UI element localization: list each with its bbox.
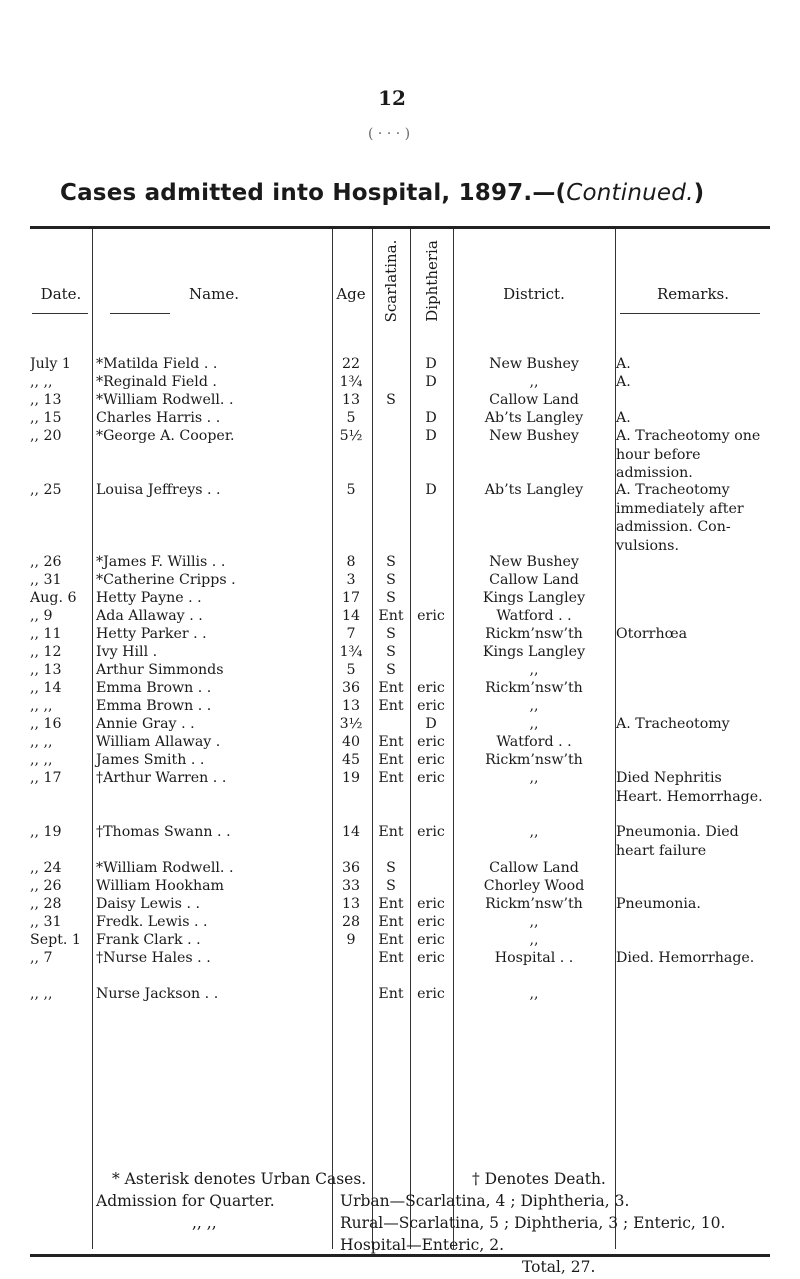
row-district: Chorley Wood <box>483 878 585 894</box>
table-row <box>30 409 770 427</box>
row-district: Watford . . <box>496 608 572 624</box>
row-date: ,, 16 <box>30 716 62 732</box>
row-district: Callow Land <box>489 392 579 408</box>
row-age: 5 <box>346 482 356 498</box>
row-scarlatina: S <box>386 860 396 876</box>
table-row <box>30 931 770 949</box>
row-age: 1¾ <box>339 644 363 660</box>
row-date: ,, ,, <box>30 698 53 714</box>
row-age: 3½ <box>339 716 363 732</box>
header-age: Age <box>336 285 366 303</box>
header-diphtheria: Diphtheria <box>423 240 441 322</box>
row-date: ,, ,, <box>30 986 53 1002</box>
row-date: ,, ,, <box>30 734 53 750</box>
row-district: ,, <box>529 662 539 678</box>
row-age: 36 <box>341 860 361 876</box>
admission-total: Total, 27. <box>522 1258 596 1276</box>
table-row <box>30 733 770 751</box>
table-row <box>30 661 770 679</box>
row-name: *Reginald Field . <box>96 374 217 390</box>
row-scarlatina: Ent <box>378 932 404 948</box>
row-remarks: Pneumonia. <box>616 896 701 912</box>
row-name: †Nurse Hales . . <box>96 950 211 966</box>
row-name: Annie Gray . . <box>96 716 195 732</box>
row-age: 13 <box>341 896 361 912</box>
row-date: ,, 11 <box>30 626 62 642</box>
row-diphtheria: eric <box>417 770 445 786</box>
footnote-line-1 <box>0 1168 800 1190</box>
row-date: ,, 7 <box>30 950 53 966</box>
row-age: 5½ <box>339 428 363 444</box>
row-scarlatina: S <box>386 878 396 894</box>
row-scarlatina: Ent <box>378 752 404 768</box>
row-diphtheria: D <box>425 374 437 390</box>
row-age: 33 <box>341 878 361 894</box>
row-scarlatina: Ent <box>378 914 404 930</box>
row-date: Aug. 6 <box>30 590 77 606</box>
row-scarlatina: S <box>386 626 396 642</box>
row-name: William Hookham <box>96 878 225 894</box>
table-row <box>30 769 770 823</box>
row-district: New Bushey <box>489 428 579 444</box>
row-name: Daisy Lewis . . <box>96 896 200 912</box>
row-name: Ada Allaway . . <box>96 608 203 624</box>
row-name: Louisa Jeffreys . . <box>96 482 221 498</box>
cases-table <box>30 226 770 1257</box>
row-district: Rickm’nsw’th <box>485 896 583 912</box>
header-rule-date <box>32 313 88 314</box>
header-rule-name <box>110 313 170 314</box>
row-age: 14 <box>341 608 361 624</box>
row-date: July 1 <box>30 356 71 372</box>
row-district: Ab’ts Langley <box>484 410 584 426</box>
row-name: Emma Brown . . <box>96 698 212 714</box>
row-date: ,, 31 <box>30 914 62 930</box>
row-diphtheria: D <box>425 428 437 444</box>
row-name: Charles Harris . . <box>96 410 221 426</box>
row-scarlatina: Ent <box>378 680 404 696</box>
row-name: Arthur Simmonds <box>96 662 224 678</box>
row-district: ,, <box>529 824 539 840</box>
row-date: ,, 25 <box>30 482 62 498</box>
footnote-dagger: † Denotes Death. <box>472 1170 606 1188</box>
table-row <box>30 481 770 553</box>
row-name: Nurse Jackson . . <box>96 986 219 1002</box>
row-remarks: Pneumonia. Died heart failure <box>616 824 739 859</box>
admission-rural-prefix: ,, ,, <box>192 1214 217 1232</box>
footnote-line-4 <box>0 1234 800 1256</box>
row-diphtheria: eric <box>417 824 445 840</box>
table-row <box>30 589 770 607</box>
row-date: ,, 28 <box>30 896 62 912</box>
row-age: 9 <box>346 932 356 948</box>
title-close: ) <box>693 180 705 206</box>
admission-hospital: Hospital—Enteric, 2. <box>340 1236 504 1254</box>
table-header <box>30 229 770 334</box>
footnote-asterisk: * Asterisk denotes Urban Cases. <box>112 1170 367 1188</box>
row-remarks: A. Tracheotomy one hour before admission. <box>616 428 761 481</box>
row-remarks: A. <box>616 374 631 390</box>
table-row <box>30 607 770 625</box>
row-date: ,, 9 <box>30 608 53 624</box>
row-age: 7 <box>346 626 356 642</box>
row-age: 14 <box>341 824 361 840</box>
row-scarlatina: S <box>386 572 396 588</box>
row-date: ,, 31 <box>30 572 62 588</box>
row-diphtheria: eric <box>417 752 445 768</box>
row-district: Ab’ts Langley <box>484 482 584 498</box>
row-diphtheria: eric <box>417 734 445 750</box>
row-diphtheria: D <box>425 482 437 498</box>
table-row <box>30 751 770 769</box>
row-date: ,, 13 <box>30 392 62 408</box>
row-age: 5 <box>346 410 356 426</box>
margin-scribble: ( · · · ) <box>368 126 411 142</box>
table-row <box>30 949 770 985</box>
title-continued: Continued. <box>566 180 694 206</box>
row-name: Hetty Payne . . <box>96 590 202 606</box>
row-scarlatina: Ent <box>378 824 404 840</box>
row-age: 8 <box>346 554 356 570</box>
row-name: William Allaway . <box>96 734 221 750</box>
row-date: ,, 26 <box>30 878 62 894</box>
row-age: 45 <box>341 752 361 768</box>
row-remarks: A. Tracheotomy <box>616 716 730 732</box>
row-date: ,, 20 <box>30 428 62 444</box>
table-row <box>30 877 770 895</box>
row-age: 13 <box>341 392 361 408</box>
row-date: ,, 26 <box>30 554 62 570</box>
admission-urban: Urban—Scarlatina, 4 ; Diphtheria, 3. <box>340 1192 630 1210</box>
table-row <box>30 823 770 859</box>
row-name: *George A. Cooper. <box>96 428 235 444</box>
row-district: New Bushey <box>489 356 579 372</box>
row-date: ,, ,, <box>30 374 53 390</box>
row-scarlatina: Ent <box>378 608 404 624</box>
row-scarlatina: Ent <box>378 986 404 1002</box>
row-diphtheria: eric <box>417 896 445 912</box>
row-district: Rickm’nsw’th <box>485 752 583 768</box>
row-name: *William Rodwell. . <box>96 392 234 408</box>
row-diphtheria: D <box>425 356 437 372</box>
table-row <box>30 427 770 481</box>
admission-rural: Rural—Scarlatina, 5 ; Diphtheria, 3 ; Enteric, 10. <box>340 1214 726 1232</box>
row-scarlatina: Ent <box>378 734 404 750</box>
header-name: Name. <box>189 285 239 303</box>
row-district: ,, <box>529 770 539 786</box>
table-row <box>30 913 770 931</box>
row-district: ,, <box>529 914 539 930</box>
row-date: ,, 15 <box>30 410 62 426</box>
table-row <box>30 625 770 643</box>
header-scarlatina: Scarlatina. <box>382 239 400 323</box>
title-main: Cases admitted into Hospital, 1897.—( <box>60 180 567 206</box>
row-district: New Bushey <box>489 554 579 570</box>
row-district: Watford . . <box>496 734 572 750</box>
row-name: *Catherine Cripps . <box>96 572 236 588</box>
row-remarks: Died. Hemorrhage. <box>616 950 755 966</box>
row-date: ,, 24 <box>30 860 62 876</box>
row-age: 17 <box>341 590 361 606</box>
header-district: District. <box>503 285 565 303</box>
row-name: Emma Brown . . <box>96 680 212 696</box>
row-diphtheria: eric <box>417 680 445 696</box>
row-remarks: Died Nephritis Heart. Hemorrhage. <box>616 770 763 805</box>
row-diphtheria: eric <box>417 608 445 624</box>
row-scarlatina: Ent <box>378 770 404 786</box>
row-age: 5 <box>346 662 356 678</box>
table-row <box>30 859 770 877</box>
row-remarks: A. <box>616 410 631 426</box>
row-name: †Thomas Swann . . <box>96 824 231 840</box>
footnote-line-5 <box>0 1256 800 1278</box>
row-age: 19 <box>341 770 361 786</box>
row-remarks: Otorrhœa <box>616 626 688 642</box>
table-row <box>30 391 770 409</box>
header-date: Date. <box>40 285 82 303</box>
row-date: ,, 12 <box>30 644 62 660</box>
row-scarlatina: Ent <box>378 950 404 966</box>
row-district: ,, <box>529 374 539 390</box>
table-row <box>30 355 770 373</box>
row-date: Sept. 1 <box>30 932 81 948</box>
table-row <box>30 697 770 715</box>
row-name: Hetty Parker . . <box>96 626 207 642</box>
row-name: *William Rodwell. . <box>96 860 234 876</box>
row-age: 13 <box>341 698 361 714</box>
row-diphtheria: eric <box>417 932 445 948</box>
row-district: Hospital . . <box>494 950 574 966</box>
table-row <box>30 985 770 1003</box>
row-date: ,, 13 <box>30 662 62 678</box>
row-diphtheria: eric <box>417 914 445 930</box>
row-scarlatina: S <box>386 644 396 660</box>
row-date: ,, 17 <box>30 770 62 786</box>
row-remarks: A. <box>616 356 631 372</box>
admission-label: Admission for Quarter. <box>96 1192 275 1210</box>
table-row <box>30 373 770 391</box>
row-scarlatina: S <box>386 662 396 678</box>
row-age: 36 <box>341 680 361 696</box>
table-row <box>30 571 770 589</box>
row-diphtheria: D <box>425 410 437 426</box>
row-scarlatina: Ent <box>378 698 404 714</box>
row-diphtheria: eric <box>417 950 445 966</box>
row-district: ,, <box>529 698 539 714</box>
table-row <box>30 553 770 571</box>
table-row <box>30 715 770 733</box>
row-diphtheria: eric <box>417 986 445 1002</box>
row-age: 1¾ <box>339 374 363 390</box>
page-number: 12 <box>378 86 406 110</box>
row-name: *Matilda Field . . <box>96 356 218 372</box>
table-row <box>30 643 770 661</box>
row-diphtheria: eric <box>417 698 445 714</box>
row-name: *James F. Willis . . <box>96 554 226 570</box>
row-date: ,, ,, <box>30 752 53 768</box>
row-district: Kings Langley <box>482 644 586 660</box>
page-title <box>60 180 760 206</box>
row-name: James Smith . . <box>96 752 205 768</box>
table-row <box>30 895 770 913</box>
row-name: Frank Clark . . <box>96 932 201 948</box>
row-date: ,, 19 <box>30 824 62 840</box>
row-name: Fredk. Lewis . . <box>96 914 208 930</box>
row-remarks: A. Tracheotomy immediately after admission. Con-vulsions. <box>616 482 744 554</box>
table-row <box>30 679 770 697</box>
row-district: ,, <box>529 932 539 948</box>
row-age: 28 <box>341 914 361 930</box>
row-scarlatina: S <box>386 554 396 570</box>
row-scarlatina: S <box>386 392 396 408</box>
row-date: ,, 14 <box>30 680 62 696</box>
row-age: 3 <box>346 572 356 588</box>
row-name: Ivy Hill . <box>96 644 158 660</box>
row-district: Kings Langley <box>482 590 586 606</box>
row-age: 22 <box>341 356 361 372</box>
footnote-line-2 <box>0 1190 800 1212</box>
row-diphtheria: D <box>425 716 437 732</box>
row-district: Rickm’nsw’th <box>485 626 583 642</box>
row-scarlatina: Ent <box>378 896 404 912</box>
footnote-line-3 <box>0 1212 800 1234</box>
row-district: Callow Land <box>489 572 579 588</box>
row-district: ,, <box>529 986 539 1002</box>
row-district: Rickm’nsw’th <box>485 680 583 696</box>
row-district: ,, <box>529 716 539 732</box>
row-age: 40 <box>341 734 361 750</box>
row-district: Callow Land <box>489 860 579 876</box>
header-remarks: Remarks. <box>656 285 730 303</box>
header-rule-remarks <box>620 313 760 314</box>
row-name: †Arthur Warren . . <box>96 770 227 786</box>
row-scarlatina: S <box>386 590 396 606</box>
